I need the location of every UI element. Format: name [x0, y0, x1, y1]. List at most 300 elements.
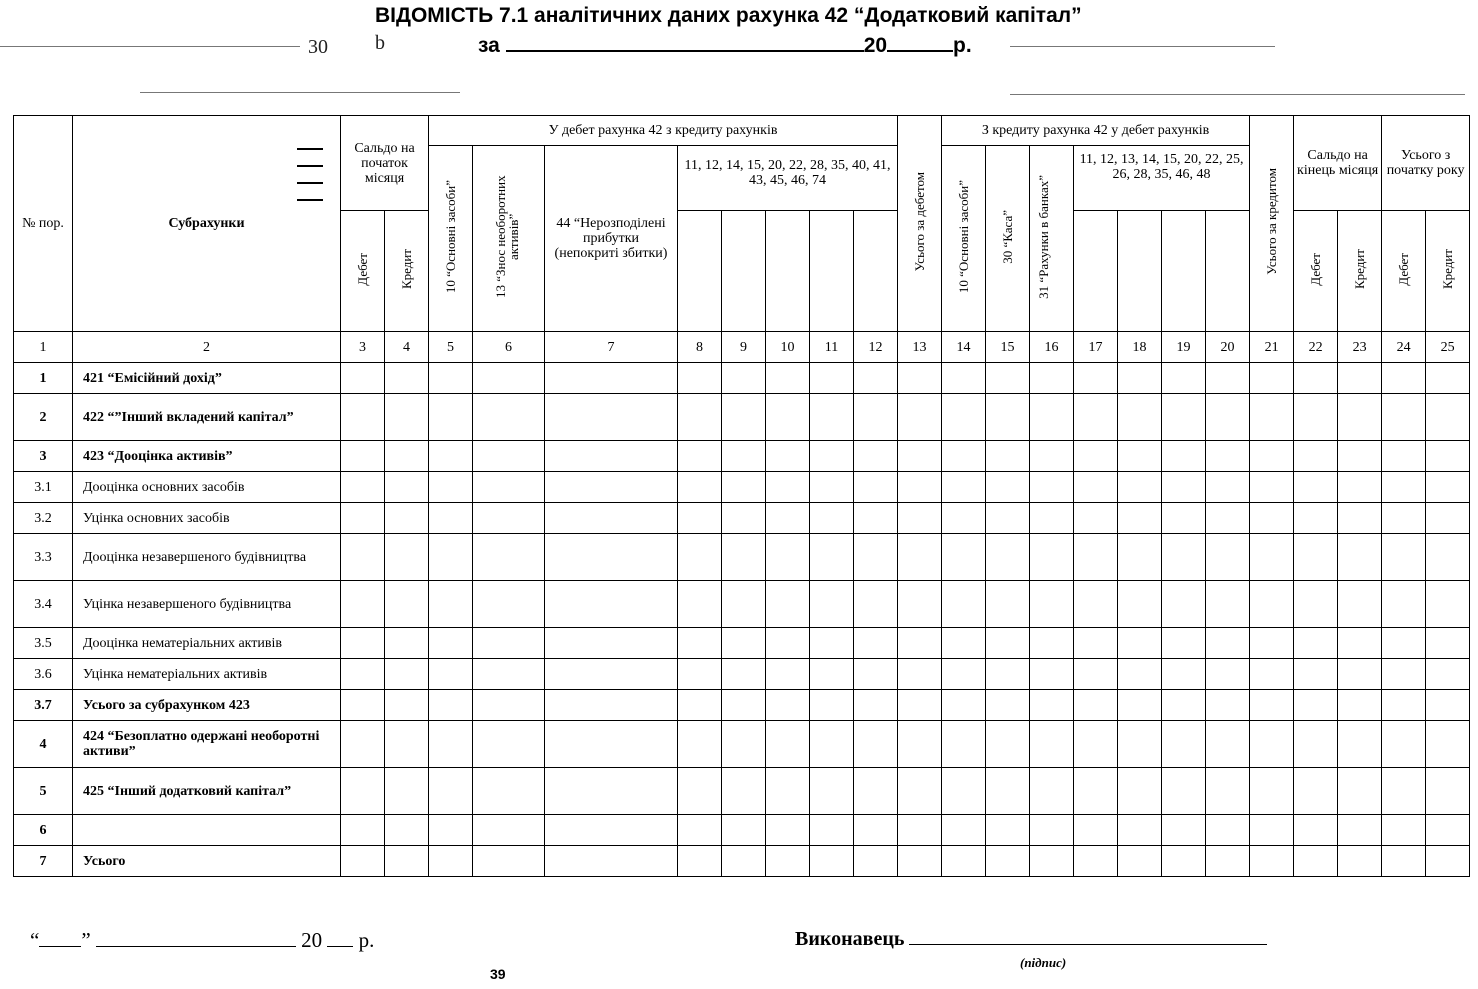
value-cell[interactable]: [678, 472, 722, 503]
value-cell[interactable]: [1206, 394, 1250, 441]
value-cell[interactable]: [898, 659, 942, 690]
value-cell[interactable]: [986, 815, 1030, 846]
value-cell[interactable]: [678, 441, 722, 472]
value-cell[interactable]: [341, 534, 385, 581]
value-cell[interactable]: [898, 441, 942, 472]
value-cell[interactable]: [1338, 721, 1382, 768]
value-cell[interactable]: [986, 503, 1030, 534]
value-cell[interactable]: [545, 846, 678, 877]
value-cell[interactable]: [854, 815, 898, 846]
value-cell[interactable]: [385, 581, 429, 628]
value-cell[interactable]: [898, 815, 942, 846]
value-cell[interactable]: [1206, 690, 1250, 721]
value-cell[interactable]: [545, 659, 678, 690]
value-cell[interactable]: [1206, 628, 1250, 659]
value-cell[interactable]: [810, 581, 854, 628]
value-cell[interactable]: [1426, 363, 1470, 394]
value-cell[interactable]: [385, 815, 429, 846]
value-cell[interactable]: [1206, 441, 1250, 472]
value-cell[interactable]: [722, 394, 766, 441]
value-cell[interactable]: [1426, 768, 1470, 815]
value-cell[interactable]: [766, 472, 810, 503]
value-cell[interactable]: [810, 394, 854, 441]
value-cell[interactable]: [1074, 846, 1118, 877]
value-cell[interactable]: [722, 534, 766, 581]
value-cell[interactable]: [766, 628, 810, 659]
value-cell[interactable]: [986, 441, 1030, 472]
value-cell[interactable]: [1118, 534, 1162, 581]
value-cell[interactable]: [1382, 846, 1426, 877]
value-cell[interactable]: [1118, 363, 1162, 394]
value-cell[interactable]: [1338, 503, 1382, 534]
value-cell[interactable]: [986, 581, 1030, 628]
value-cell[interactable]: [942, 441, 986, 472]
value-cell[interactable]: [1118, 503, 1162, 534]
value-cell[interactable]: [1426, 721, 1470, 768]
value-cell[interactable]: [1294, 846, 1338, 877]
value-cell[interactable]: [1338, 815, 1382, 846]
value-cell[interactable]: [1250, 534, 1294, 581]
value-cell[interactable]: [766, 503, 810, 534]
value-cell[interactable]: [766, 721, 810, 768]
value-cell[interactable]: [385, 846, 429, 877]
value-cell[interactable]: [341, 628, 385, 659]
value-cell[interactable]: [1294, 534, 1338, 581]
value-cell[interactable]: [942, 472, 986, 503]
value-cell[interactable]: [1030, 846, 1074, 877]
value-cell[interactable]: [678, 534, 722, 581]
value-cell[interactable]: [1294, 721, 1338, 768]
value-cell[interactable]: [986, 768, 1030, 815]
value-cell[interactable]: [942, 581, 986, 628]
value-cell[interactable]: [854, 846, 898, 877]
value-cell[interactable]: [1250, 581, 1294, 628]
value-cell[interactable]: [1162, 815, 1206, 846]
value-cell[interactable]: [1338, 581, 1382, 628]
value-cell[interactable]: [678, 659, 722, 690]
value-cell[interactable]: [898, 472, 942, 503]
value-cell[interactable]: [429, 394, 473, 441]
value-cell[interactable]: [341, 363, 385, 394]
value-cell[interactable]: [810, 363, 854, 394]
value-cell[interactable]: [1426, 846, 1470, 877]
value-cell[interactable]: [1338, 472, 1382, 503]
value-cell[interactable]: [1118, 768, 1162, 815]
value-cell[interactable]: [473, 363, 545, 394]
value-cell[interactable]: [898, 768, 942, 815]
value-cell[interactable]: [942, 846, 986, 877]
value-cell[interactable]: [810, 721, 854, 768]
value-cell[interactable]: [722, 768, 766, 815]
value-cell[interactable]: [341, 846, 385, 877]
value-cell[interactable]: [1294, 472, 1338, 503]
value-cell[interactable]: [986, 394, 1030, 441]
value-cell[interactable]: [810, 690, 854, 721]
value-cell[interactable]: [1118, 659, 1162, 690]
value-cell[interactable]: [1250, 690, 1294, 721]
value-cell[interactable]: [854, 441, 898, 472]
value-cell[interactable]: [1294, 363, 1338, 394]
value-cell[interactable]: [1250, 659, 1294, 690]
value-cell[interactable]: [545, 472, 678, 503]
value-cell[interactable]: [898, 628, 942, 659]
value-cell[interactable]: [1118, 690, 1162, 721]
value-cell[interactable]: [1338, 394, 1382, 441]
value-cell[interactable]: [766, 815, 810, 846]
value-cell[interactable]: [385, 690, 429, 721]
value-cell[interactable]: [810, 815, 854, 846]
value-cell[interactable]: [722, 363, 766, 394]
day-blank[interactable]: [39, 932, 81, 947]
value-cell[interactable]: [385, 503, 429, 534]
value-cell[interactable]: [473, 441, 545, 472]
value-cell[interactable]: [1250, 768, 1294, 815]
value-cell[interactable]: [810, 768, 854, 815]
value-cell[interactable]: [1426, 503, 1470, 534]
value-cell[interactable]: [1294, 503, 1338, 534]
value-cell[interactable]: [722, 581, 766, 628]
value-cell[interactable]: [429, 815, 473, 846]
value-cell[interactable]: [722, 659, 766, 690]
value-cell[interactable]: [473, 628, 545, 659]
value-cell[interactable]: [1206, 472, 1250, 503]
value-cell[interactable]: [545, 441, 678, 472]
value-cell[interactable]: [898, 846, 942, 877]
value-cell[interactable]: [766, 534, 810, 581]
value-cell[interactable]: [1382, 659, 1426, 690]
value-cell[interactable]: [1074, 628, 1118, 659]
value-cell[interactable]: [1382, 534, 1426, 581]
value-cell[interactable]: [545, 721, 678, 768]
value-cell[interactable]: [429, 472, 473, 503]
value-cell[interactable]: [1250, 721, 1294, 768]
value-cell[interactable]: [766, 690, 810, 721]
value-cell[interactable]: [986, 721, 1030, 768]
value-cell[interactable]: [1206, 363, 1250, 394]
value-cell[interactable]: [854, 394, 898, 441]
value-cell[interactable]: [1162, 690, 1206, 721]
value-cell[interactable]: [1118, 628, 1162, 659]
value-cell[interactable]: [942, 815, 986, 846]
value-cell[interactable]: [678, 581, 722, 628]
value-cell[interactable]: [766, 581, 810, 628]
value-cell[interactable]: [810, 503, 854, 534]
value-cell[interactable]: [1074, 534, 1118, 581]
value-cell[interactable]: [810, 441, 854, 472]
value-cell[interactable]: [722, 628, 766, 659]
value-cell[interactable]: [473, 846, 545, 877]
value-cell[interactable]: [429, 659, 473, 690]
value-cell[interactable]: [942, 363, 986, 394]
value-cell[interactable]: [722, 503, 766, 534]
value-cell[interactable]: [678, 815, 722, 846]
value-cell[interactable]: [1294, 768, 1338, 815]
value-cell[interactable]: [810, 534, 854, 581]
value-cell[interactable]: [1250, 815, 1294, 846]
value-cell[interactable]: [722, 472, 766, 503]
value-cell[interactable]: [1338, 628, 1382, 659]
value-cell[interactable]: [341, 441, 385, 472]
value-cell[interactable]: [766, 441, 810, 472]
value-cell[interactable]: [1118, 441, 1162, 472]
value-cell[interactable]: [1382, 768, 1426, 815]
value-cell[interactable]: [1206, 659, 1250, 690]
value-cell[interactable]: [429, 581, 473, 628]
value-cell[interactable]: [1162, 628, 1206, 659]
value-cell[interactable]: [1382, 363, 1426, 394]
value-cell[interactable]: [1338, 363, 1382, 394]
value-cell[interactable]: [1294, 628, 1338, 659]
value-cell[interactable]: [1074, 581, 1118, 628]
value-cell[interactable]: [1030, 394, 1074, 441]
value-cell[interactable]: [429, 690, 473, 721]
value-cell[interactable]: [898, 690, 942, 721]
value-cell[interactable]: [545, 768, 678, 815]
value-cell[interactable]: [1118, 472, 1162, 503]
value-cell[interactable]: [722, 441, 766, 472]
value-cell[interactable]: [545, 363, 678, 394]
value-cell[interactable]: [1162, 472, 1206, 503]
value-cell[interactable]: [898, 363, 942, 394]
value-cell[interactable]: [942, 628, 986, 659]
value-cell[interactable]: [1162, 503, 1206, 534]
value-cell[interactable]: [1074, 503, 1118, 534]
value-cell[interactable]: [942, 394, 986, 441]
value-cell[interactable]: [678, 363, 722, 394]
value-cell[interactable]: [473, 721, 545, 768]
value-cell[interactable]: [473, 690, 545, 721]
value-cell[interactable]: [810, 659, 854, 690]
value-cell[interactable]: [854, 503, 898, 534]
value-cell[interactable]: [429, 441, 473, 472]
value-cell[interactable]: [1250, 472, 1294, 503]
value-cell[interactable]: [385, 768, 429, 815]
value-cell[interactable]: [1338, 768, 1382, 815]
value-cell[interactable]: [545, 503, 678, 534]
value-cell[interactable]: [1250, 363, 1294, 394]
value-cell[interactable]: [341, 659, 385, 690]
value-cell[interactable]: [473, 534, 545, 581]
value-cell[interactable]: [678, 846, 722, 877]
value-cell[interactable]: [1074, 721, 1118, 768]
value-cell[interactable]: [942, 659, 986, 690]
value-cell[interactable]: [942, 503, 986, 534]
footer-year-blank[interactable]: [327, 932, 353, 947]
value-cell[interactable]: [385, 534, 429, 581]
value-cell[interactable]: [766, 659, 810, 690]
value-cell[interactable]: [766, 846, 810, 877]
value-cell[interactable]: [1206, 815, 1250, 846]
value-cell[interactable]: [986, 659, 1030, 690]
value-cell[interactable]: [678, 721, 722, 768]
value-cell[interactable]: [986, 846, 1030, 877]
value-cell[interactable]: [1074, 768, 1118, 815]
value-cell[interactable]: [854, 581, 898, 628]
value-cell[interactable]: [986, 472, 1030, 503]
value-cell[interactable]: [1294, 815, 1338, 846]
value-cell[interactable]: [1206, 721, 1250, 768]
value-cell[interactable]: [986, 628, 1030, 659]
value-cell[interactable]: [1206, 768, 1250, 815]
value-cell[interactable]: [1338, 441, 1382, 472]
value-cell[interactable]: [385, 441, 429, 472]
value-cell[interactable]: [473, 503, 545, 534]
value-cell[interactable]: [898, 721, 942, 768]
value-cell[interactable]: [473, 472, 545, 503]
value-cell[interactable]: [678, 628, 722, 659]
value-cell[interactable]: [545, 690, 678, 721]
value-cell[interactable]: [1118, 846, 1162, 877]
value-cell[interactable]: [341, 472, 385, 503]
value-cell[interactable]: [429, 363, 473, 394]
value-cell[interactable]: [1074, 394, 1118, 441]
value-cell[interactable]: [854, 472, 898, 503]
value-cell[interactable]: [854, 768, 898, 815]
value-cell[interactable]: [1118, 721, 1162, 768]
value-cell[interactable]: [341, 815, 385, 846]
value-cell[interactable]: [1250, 503, 1294, 534]
value-cell[interactable]: [473, 394, 545, 441]
value-cell[interactable]: [1030, 659, 1074, 690]
value-cell[interactable]: [898, 503, 942, 534]
value-cell[interactable]: [1162, 846, 1206, 877]
value-cell[interactable]: [1294, 581, 1338, 628]
value-cell[interactable]: [1074, 815, 1118, 846]
value-cell[interactable]: [385, 472, 429, 503]
value-cell[interactable]: [766, 768, 810, 815]
value-cell[interactable]: [898, 394, 942, 441]
value-cell[interactable]: [341, 690, 385, 721]
value-cell[interactable]: [1030, 628, 1074, 659]
value-cell[interactable]: [341, 581, 385, 628]
value-cell[interactable]: [429, 721, 473, 768]
value-cell[interactable]: [1382, 721, 1426, 768]
value-cell[interactable]: [1030, 581, 1074, 628]
value-cell[interactable]: [545, 815, 678, 846]
value-cell[interactable]: [1382, 815, 1426, 846]
value-cell[interactable]: [1426, 659, 1470, 690]
value-cell[interactable]: [429, 768, 473, 815]
executor-blank[interactable]: [909, 930, 1267, 945]
value-cell[interactable]: [341, 503, 385, 534]
period-year-blank[interactable]: [887, 32, 953, 52]
value-cell[interactable]: [1162, 768, 1206, 815]
value-cell[interactable]: [854, 690, 898, 721]
value-cell[interactable]: [385, 628, 429, 659]
value-cell[interactable]: [722, 690, 766, 721]
value-cell[interactable]: [1382, 441, 1426, 472]
value-cell[interactable]: [854, 628, 898, 659]
value-cell[interactable]: [1382, 503, 1426, 534]
value-cell[interactable]: [1426, 815, 1470, 846]
value-cell[interactable]: [1074, 659, 1118, 690]
value-cell[interactable]: [1426, 394, 1470, 441]
value-cell[interactable]: [341, 721, 385, 768]
value-cell[interactable]: [1030, 503, 1074, 534]
value-cell[interactable]: [898, 581, 942, 628]
value-cell[interactable]: [1030, 472, 1074, 503]
value-cell[interactable]: [1294, 659, 1338, 690]
value-cell[interactable]: [986, 534, 1030, 581]
value-cell[interactable]: [1030, 768, 1074, 815]
value-cell[interactable]: [1118, 394, 1162, 441]
value-cell[interactable]: [722, 721, 766, 768]
value-cell[interactable]: [942, 534, 986, 581]
value-cell[interactable]: [545, 394, 678, 441]
value-cell[interactable]: [854, 534, 898, 581]
value-cell[interactable]: [1030, 534, 1074, 581]
value-cell[interactable]: [1338, 659, 1382, 690]
value-cell[interactable]: [1030, 363, 1074, 394]
value-cell[interactable]: [1426, 628, 1470, 659]
value-cell[interactable]: [473, 581, 545, 628]
value-cell[interactable]: [678, 394, 722, 441]
value-cell[interactable]: [1338, 846, 1382, 877]
value-cell[interactable]: [766, 394, 810, 441]
value-cell[interactable]: [1250, 441, 1294, 472]
value-cell[interactable]: [545, 534, 678, 581]
value-cell[interactable]: [942, 721, 986, 768]
value-cell[interactable]: [429, 628, 473, 659]
value-cell[interactable]: [1250, 846, 1294, 877]
value-cell[interactable]: [1074, 441, 1118, 472]
value-cell[interactable]: [341, 768, 385, 815]
value-cell[interactable]: [385, 394, 429, 441]
value-cell[interactable]: [1162, 581, 1206, 628]
value-cell[interactable]: [385, 721, 429, 768]
value-cell[interactable]: [1206, 503, 1250, 534]
value-cell[interactable]: [1294, 441, 1338, 472]
value-cell[interactable]: [429, 534, 473, 581]
value-cell[interactable]: [942, 690, 986, 721]
value-cell[interactable]: [385, 363, 429, 394]
value-cell[interactable]: [1206, 534, 1250, 581]
value-cell[interactable]: [1030, 441, 1074, 472]
value-cell[interactable]: [473, 815, 545, 846]
value-cell[interactable]: [429, 503, 473, 534]
value-cell[interactable]: [854, 363, 898, 394]
value-cell[interactable]: [1382, 581, 1426, 628]
value-cell[interactable]: [898, 534, 942, 581]
value-cell[interactable]: [1162, 534, 1206, 581]
value-cell[interactable]: [1294, 690, 1338, 721]
value-cell[interactable]: [678, 503, 722, 534]
value-cell[interactable]: [1030, 721, 1074, 768]
value-cell[interactable]: [1338, 690, 1382, 721]
value-cell[interactable]: [678, 768, 722, 815]
value-cell[interactable]: [1426, 441, 1470, 472]
value-cell[interactable]: [722, 846, 766, 877]
value-cell[interactable]: [1162, 363, 1206, 394]
value-cell[interactable]: [1162, 721, 1206, 768]
month-blank[interactable]: [96, 932, 296, 947]
value-cell[interactable]: [942, 768, 986, 815]
value-cell[interactable]: [385, 659, 429, 690]
value-cell[interactable]: [1382, 394, 1426, 441]
value-cell[interactable]: [766, 363, 810, 394]
value-cell[interactable]: [1030, 690, 1074, 721]
value-cell[interactable]: [1162, 394, 1206, 441]
value-cell[interactable]: [545, 581, 678, 628]
value-cell[interactable]: [1118, 815, 1162, 846]
value-cell[interactable]: [1250, 628, 1294, 659]
value-cell[interactable]: [545, 628, 678, 659]
value-cell[interactable]: [810, 472, 854, 503]
value-cell[interactable]: [1030, 815, 1074, 846]
value-cell[interactable]: [678, 690, 722, 721]
value-cell[interactable]: [1338, 534, 1382, 581]
value-cell[interactable]: [1426, 690, 1470, 721]
